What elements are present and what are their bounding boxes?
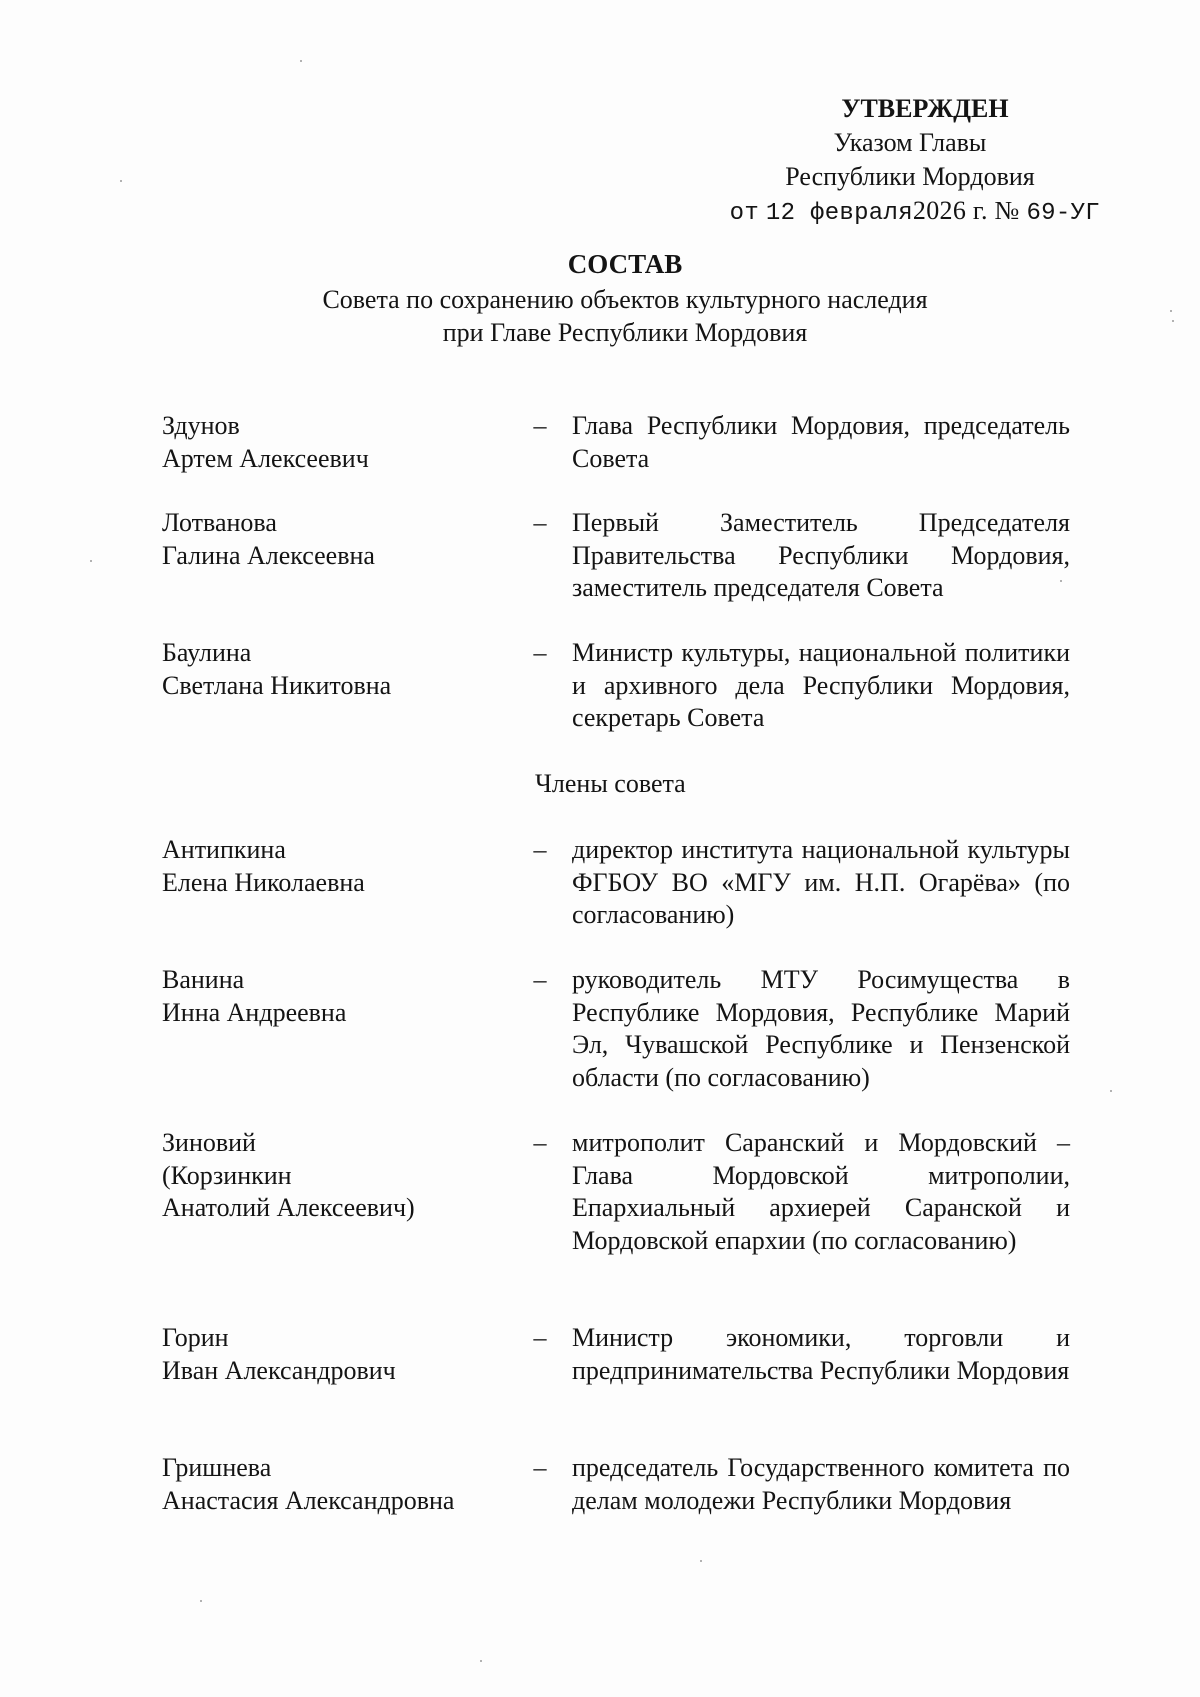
scan-speck (1110, 1090, 1112, 1092)
scan-speck (1060, 580, 1062, 582)
scan-speck (480, 1660, 482, 1662)
member-dash: – (533, 1453, 547, 1482)
member-name: Антипкина Елена Николаевна (162, 835, 365, 897)
approved-label: УТВЕРЖДЕН (841, 94, 1009, 123)
member-dash: – (533, 508, 547, 537)
scan-speck (1172, 320, 1174, 322)
member-role: митрополит Саранский и Мордовский – Глава Мордовской митрополии, Епархиальный архиерей Саранской и Мордовской епархии (по согласованию) (572, 1128, 1070, 1255)
member-name: Баулина Светлана Никитовна (162, 638, 392, 700)
scan-speck (120, 180, 122, 182)
member-dash: – (533, 638, 547, 667)
member-role: Министр культуры, национальной политики и архивного дела Республики Мордовия, секретарь Совета (572, 638, 1070, 732)
member-name: Лотванова Галина Алексеевна (162, 508, 375, 570)
approval-block (680, 92, 1100, 231)
member-role: Глава Республики Мордовия, председатель Совета (572, 411, 1070, 473)
member-name: Горин Иван Александрович (162, 1323, 396, 1385)
scan-speck (300, 60, 302, 62)
member-dash: – (533, 411, 547, 440)
member-name: Гришнева Анастасия Александровна (162, 1453, 455, 1515)
member-role: Министр экономики, торговли и предпринимательства Республики Мордовия (572, 1323, 1070, 1385)
date-value: 12 февраля (765, 200, 913, 227)
members-section-label: Члены совета (535, 769, 686, 798)
document-title (0, 248, 1200, 349)
member-dash: – (533, 1128, 547, 1157)
scan-speck (700, 1560, 702, 1562)
member-role: директор института национальной культуры ФГБОУ ВО «МГУ им. Н.П. Огарёва» (по согласованию) (572, 835, 1070, 929)
member-role: Первый Заместитель Председателя Правительства Республики Мордовия, заместитель председателя Совета (572, 508, 1070, 602)
member-name: Здунов Артем Алексеевич (162, 411, 369, 473)
republic-line: Республики Мордовия (785, 162, 1035, 191)
date-year: 2026 г. № (912, 196, 1020, 225)
scan-speck (200, 1600, 202, 1602)
date-prefix: от (729, 200, 760, 227)
member-dash: – (533, 1323, 547, 1352)
decree-date-line (680, 194, 1100, 231)
title-subtitle-line1: Совета по сохранению объектов культурного наследия (322, 285, 928, 314)
decree-line: Указом Главы (833, 128, 987, 157)
scan-speck (90, 560, 92, 562)
member-dash: – (533, 965, 547, 994)
member-role: председатель Государственного комитета по делам молодежи Республики Мордовия (572, 1453, 1070, 1515)
member-name: Ванина Инна Андреевна (162, 965, 347, 1027)
decree-number: 69-УГ (1026, 200, 1100, 227)
title-heading: СОСТАВ (567, 249, 683, 279)
scan-speck (1170, 310, 1172, 312)
title-subtitle-line2: при Главе Республики Мордовия (442, 318, 808, 347)
member-name: Зиновий (Корзинкин Анатолий Алексеевич) (162, 1128, 415, 1222)
member-dash: – (533, 835, 547, 864)
member-role: руководитель МТУ Росимущества в Республике Мордовия, Республике Марий Эл, Чувашской Республике и Пензенской области (по согласованию) (572, 965, 1070, 1092)
